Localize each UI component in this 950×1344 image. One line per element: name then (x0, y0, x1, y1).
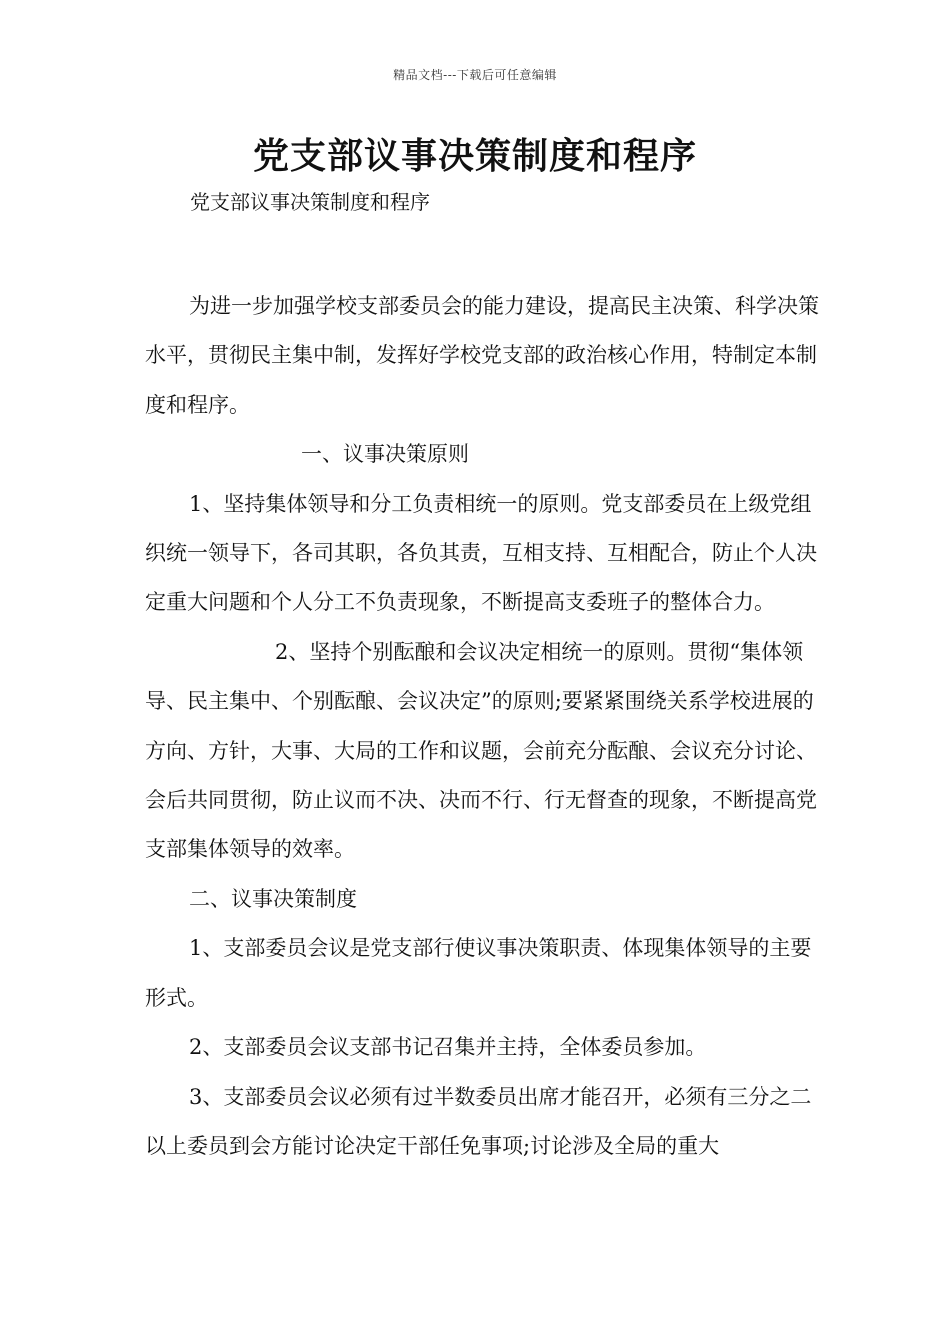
rule-3-paragraph: 3、支部委员会议必须有过半数委员出席才能召开，必须有三分之二以上委员到会方能讨论决定干部任免事项;讨论涉及全局的重大 (145, 1084, 812, 1158)
principle-1-paragraph: 1、坚持集体领导和分工负责相统一的原则。党支部委员在上级党组织统一领导下，各司其职，各负其责，互相支持、互相配合，防止个人决定重大问题和个人分工不负责现象，不断提高支委班子的整体合力。 (145, 491, 817, 615)
intro-paragraph: 为进一步加强学校支部委员会的能力建设，提高民主决策、科学决策水平，贯彻民主集中制，发挥好学校党支部的政治核心作用，特制定本制度和程序。 (145, 294, 819, 417)
document-title: 党支部议事决策制度和程序 (252, 136, 697, 177)
rule-1-paragraph: 1、支部委员会议是党支部行使议事决策职责、体现集体领导的主要形式。 (145, 936, 812, 1010)
header-note: 精品文档---下载后可任意编辑 (393, 68, 557, 82)
document-subtitle: 党支部议事决策制度和程序 (190, 190, 430, 214)
document-body (145, 282, 825, 1171)
principle-2-paragraph: 2、坚持个别酝酿和会议决定相统一的原则。贯彻“集体领导、民主集中、个别酝酿、会议决定”的原则;要紧紧围绕关系学校进展的方向、方针，大事、大局的工作和议题，会前充分酝酿、会议充分讨论、会后共同贯彻，防止议而不决、决而不行、行无督查的现象，不断提高党支部集体领导的效率。 (145, 639, 817, 862)
section-heading-principles: 一、议事决策原则 (301, 442, 469, 467)
rule-2-paragraph: 2、支部委员会议支部书记召集并主持，全体委员参加。 (189, 1035, 707, 1060)
section-heading-rules: 二、议事决策制度 (189, 886, 357, 911)
